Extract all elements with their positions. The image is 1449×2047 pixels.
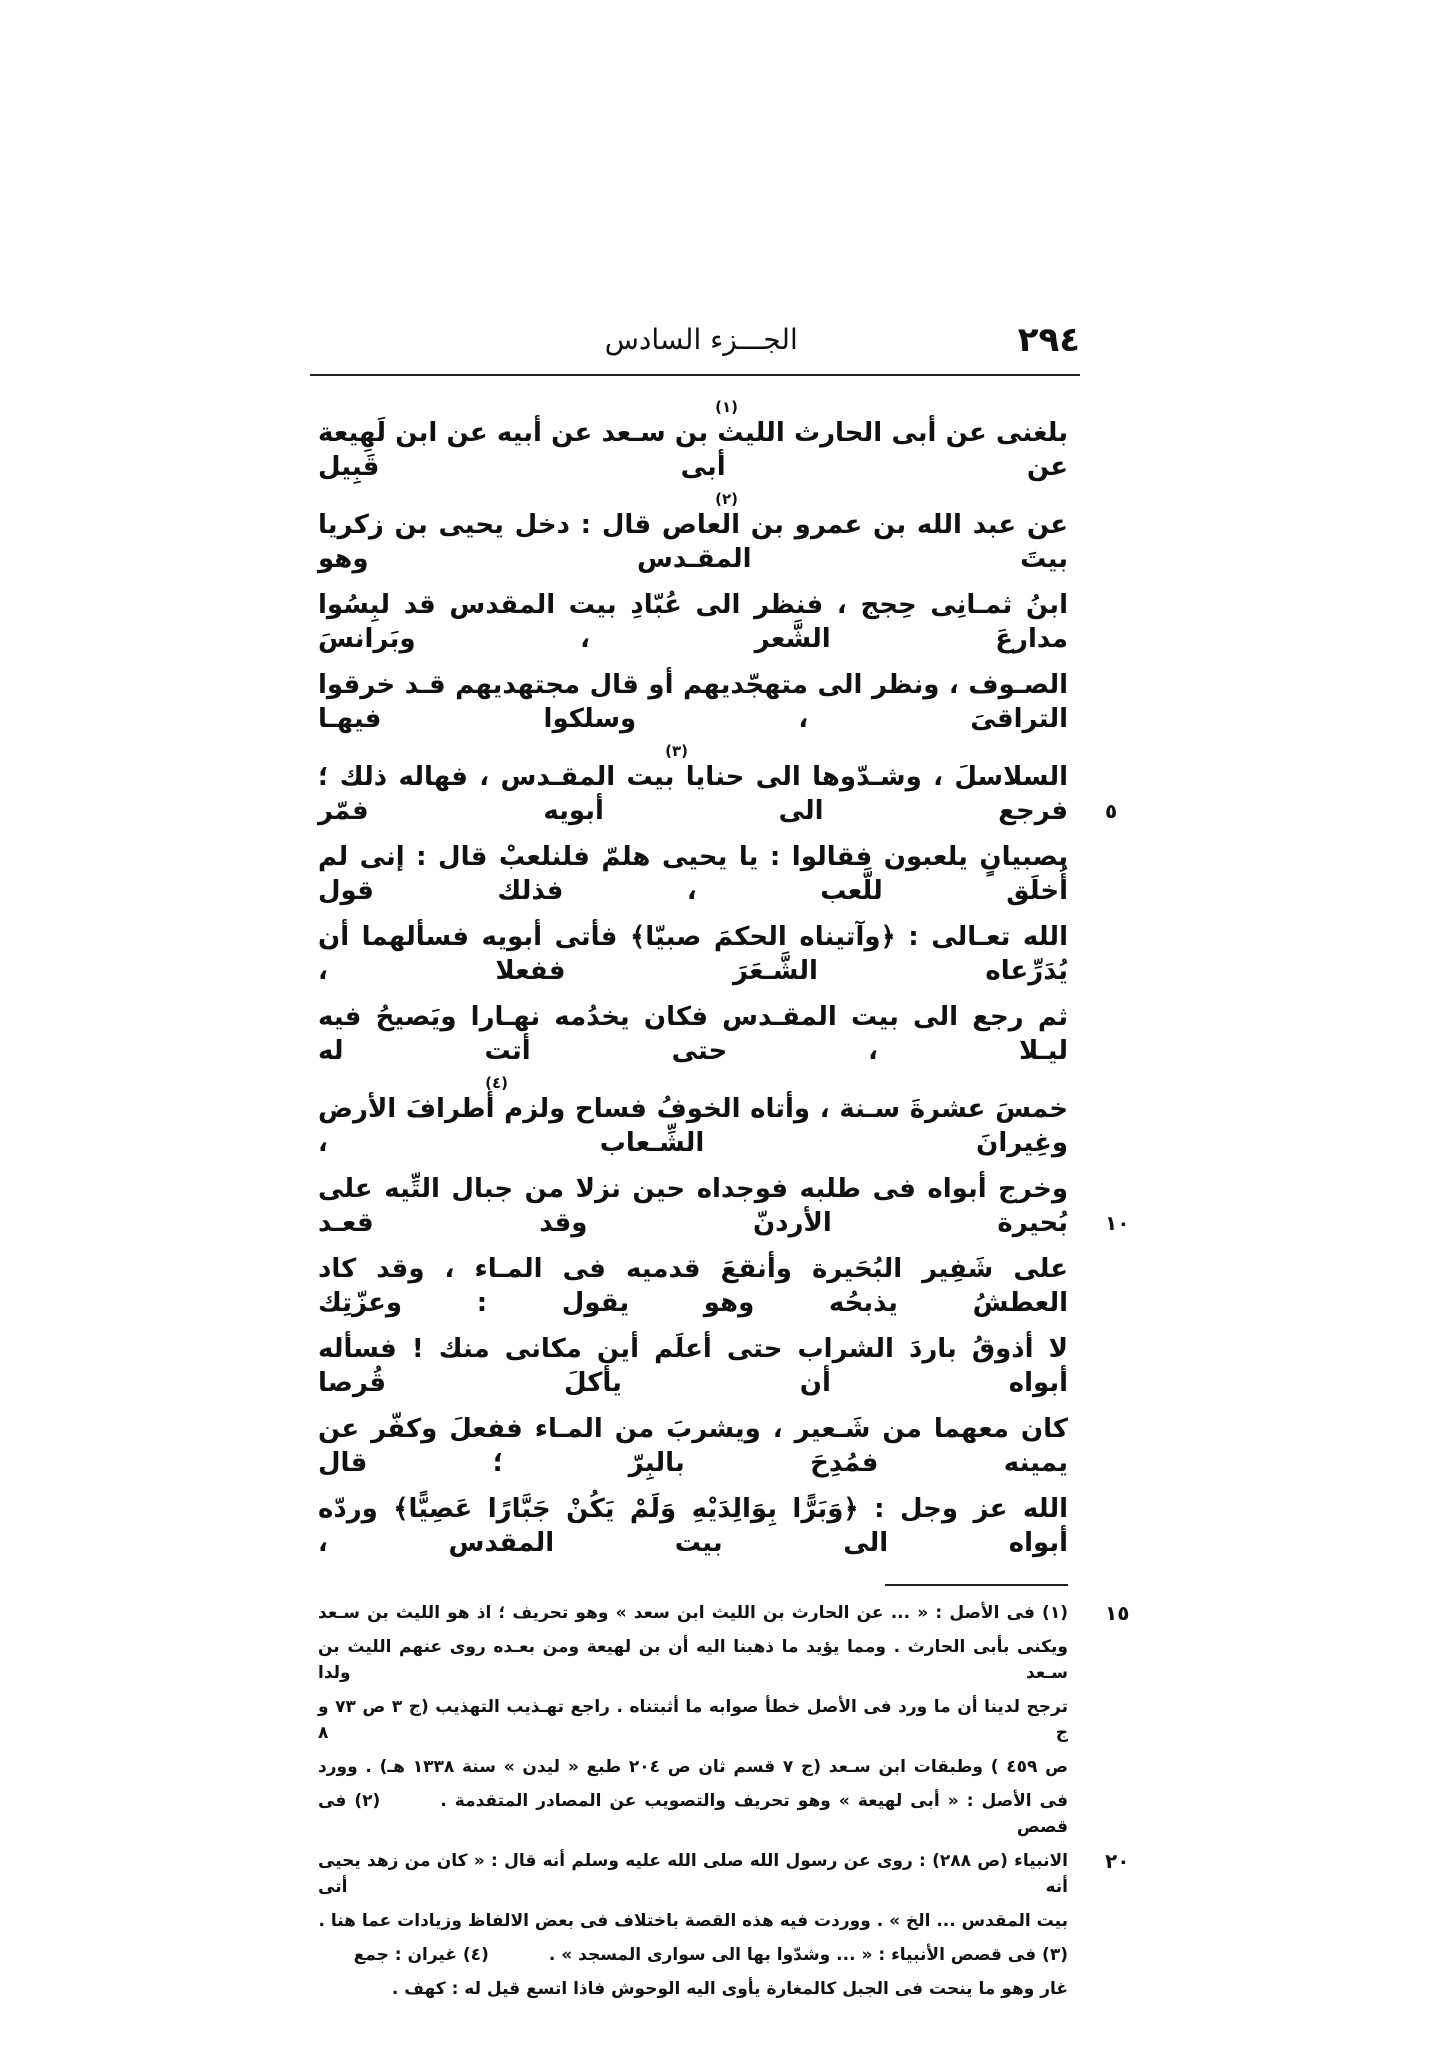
footnote-line	[318, 1788, 1068, 1840]
footnotes	[318, 1600, 1130, 2002]
footnote-line	[318, 1600, 1130, 1626]
text-line	[318, 1486, 1068, 1560]
line-number-10: ١٠	[1105, 1211, 1130, 1235]
footnote-line: بيت المقدس ... الخ » . ووردت فيه هذه القصة باختلاف فى بعض الالفاظ وزيادات عما هنا .	[318, 1911, 1068, 1931]
text-line-content: لا أذوقُ باردَ الشراب حتى أعلَم أين مكانى منك ! فسأله أبواه أن يأكلَ قُرصا	[318, 1334, 1068, 1398]
footnote-mark: (٣)	[665, 742, 688, 760]
text-line	[318, 1326, 1068, 1400]
footnote-2-label: (٢) فى قصص	[318, 1791, 1068, 1837]
text-line	[318, 834, 1068, 908]
text-line-content: عن عبد الله بن عمرو بن العاص قال : دخل يحيى بن زكريا بيتَ المقـدس وهو	[318, 510, 1068, 574]
footnote-text: فى الأصل : « أبى لهيعة » وهو تحريف والتصويب عن المصادر المتقدمة .	[440, 1791, 1068, 1811]
footnote-line	[318, 1942, 1068, 1968]
text-line-content: وخرج أبواه فى طلبه فوجداه حين نزلا من جبال التِّيه على بُحيرة الأردنّ وقد قعـد	[318, 1174, 1068, 1238]
text-line-content: خمسَ عشرةَ سـنة ، وأتاه الخوفُ فساح ولزم أطرافَ الأرض وغِيرانَ الشِّـعاب ،	[318, 1094, 1068, 1158]
text-line-content: على شَفِير البُحَيرة وأنقعَ قدميه فى المـاء ، وقد كاد العطشُ يذبحُه وهو يقول : وعزّتِك	[318, 1254, 1068, 1318]
text-line	[318, 1166, 1130, 1240]
footnote-text: (٣) فى قصص الأنبياء : « ... وشدّوا بها الى سوارى المسجد » .	[548, 1945, 1068, 1965]
text-line	[318, 582, 1068, 656]
text-line-content: الصـوف ، ونظر الى متهجّديهم أو قال مجتهديهم قـد خرقوا التراقىَ ، وسلكوا فيهـا	[318, 670, 1068, 734]
footnote-mark-row	[318, 742, 1068, 760]
text-line-content: الله عز وجل : ﴿وَبَرًّا بِوَالِدَيْهِ وَلَمْ يَكُنْ جَبَّارًا عَصِيًّا﴾ وردّه أبواه الى بيت المقدس ،	[318, 1494, 1068, 1558]
footnote-mark-row	[318, 490, 1068, 508]
page-number: ٢٩٤	[1017, 320, 1080, 360]
footnote-mark: (٢)	[715, 490, 738, 508]
text-line	[318, 1074, 1068, 1160]
line-number-20: ٢٠	[1105, 1849, 1130, 1873]
footnote-line: ترجح لدينا أن ما ورد فى الأصل خطأ صوابه ما أثبتناه . راجع تهـذيب التهذيب (ج ٣ ص ٧٣ و ج ٨	[318, 1697, 1068, 1743]
text-line-content: الله تعـالى : ﴿وآتيناه الحكمَ صبيّا﴾ فأتى أبويه فسألهما أن يُدَرِّعاه الشَّـعَرَ ففعلا ،	[318, 922, 1068, 986]
line-number-15: ١٥	[1105, 1601, 1130, 1625]
main-text	[318, 398, 1130, 1560]
text-line-content: ثم رجع الى بيت المقـدس فكان يخدُمه نهـارا ويَصيحُ فيه ليـلا ، حتى أتت له	[318, 1002, 1068, 1066]
header-rule	[310, 374, 1080, 376]
footnote-line	[318, 1848, 1130, 1900]
line-number-5: ٥	[1105, 799, 1118, 823]
text-line	[318, 662, 1068, 736]
text-line	[318, 742, 1118, 828]
text-line	[318, 1246, 1068, 1320]
text-line	[318, 398, 1068, 484]
running-title: الجـــزء السادس	[604, 323, 798, 356]
footnote-line: ويكنى بأبى الحارث . ومما يؤيد ما ذهبنا اليه أن بن لهيعة ومن بعـده روى عنهم الليث بن سـعد ولدا	[318, 1637, 1068, 1683]
footnote-line: ص ٤٥٩ ) وطبقات ابن سـعد (ج ٧ قسم ثان ص ٢٠٤ طبع « ليدن » سنة ١٣٣٨ هـ) . وورد	[318, 1757, 1068, 1777]
footnote-mark: (١)	[715, 398, 738, 416]
text-line-content: السلاسلَ ، وشـدّوها الى حنايا بيت المقـدس ، فهاله ذلك ؛ فرجع الى أبويه فمّر	[318, 762, 1068, 826]
text-line-content: بصبيانٍ يلعبون فقالوا : يا يحيى هلمّ فلنلعبْ قال : إنى لم أُخلَق للَّعب ، فذلك قول	[318, 842, 1068, 906]
footnote-line: غار وهو ما ينحت فى الجبل كالمغارة يأوى اليه الوحوش فاذا اتسع قيل له : كهف .	[391, 1979, 1068, 1999]
page-header	[310, 318, 1080, 374]
footnote-mark-row	[318, 1074, 1068, 1092]
text-line	[318, 994, 1068, 1068]
text-line-content: ابنُ ثمـانِى حِجج ، فنظر الى عُبّادِ بيت المقدس قد لبِسُوا مدارعَ الشَّعر ، وبَرانسَ	[318, 590, 1068, 654]
footnote-text: الانبياء (ص ٢٨٨) : روى عن رسول الله صلى الله عليه وسلم أنه قال : « كان من زهد يحيى أنه أتى	[318, 1851, 1068, 1897]
text-line	[318, 1406, 1068, 1480]
footnote-mark-row	[318, 398, 1068, 416]
footnote-mark: (٤)	[485, 1074, 508, 1092]
footnote-4-label: (٤) غيران : جمع	[353, 1945, 489, 1965]
footnote-separator	[885, 1584, 1068, 1586]
text-line	[318, 914, 1068, 988]
footnote-text: (١) فى الأصل : « ... عن الحارث بن الليث ابن سعد » وهو تحريف ؛ اذ هو الليث بن سـعد	[318, 1603, 1068, 1623]
text-line-content: بلغنى عن أبى الحارث الليث بن سـعد عن أبيه عن ابن لَهِيعة عن أبى قَبِيل	[318, 418, 1068, 482]
text-line	[318, 490, 1068, 576]
text-line-content: كان معهما من شَـعير ، ويشربَ من المـاء ففعلَ وكفّر عن يمينه فمُدِحَ بالبِرّ ؛ قال	[318, 1414, 1068, 1478]
